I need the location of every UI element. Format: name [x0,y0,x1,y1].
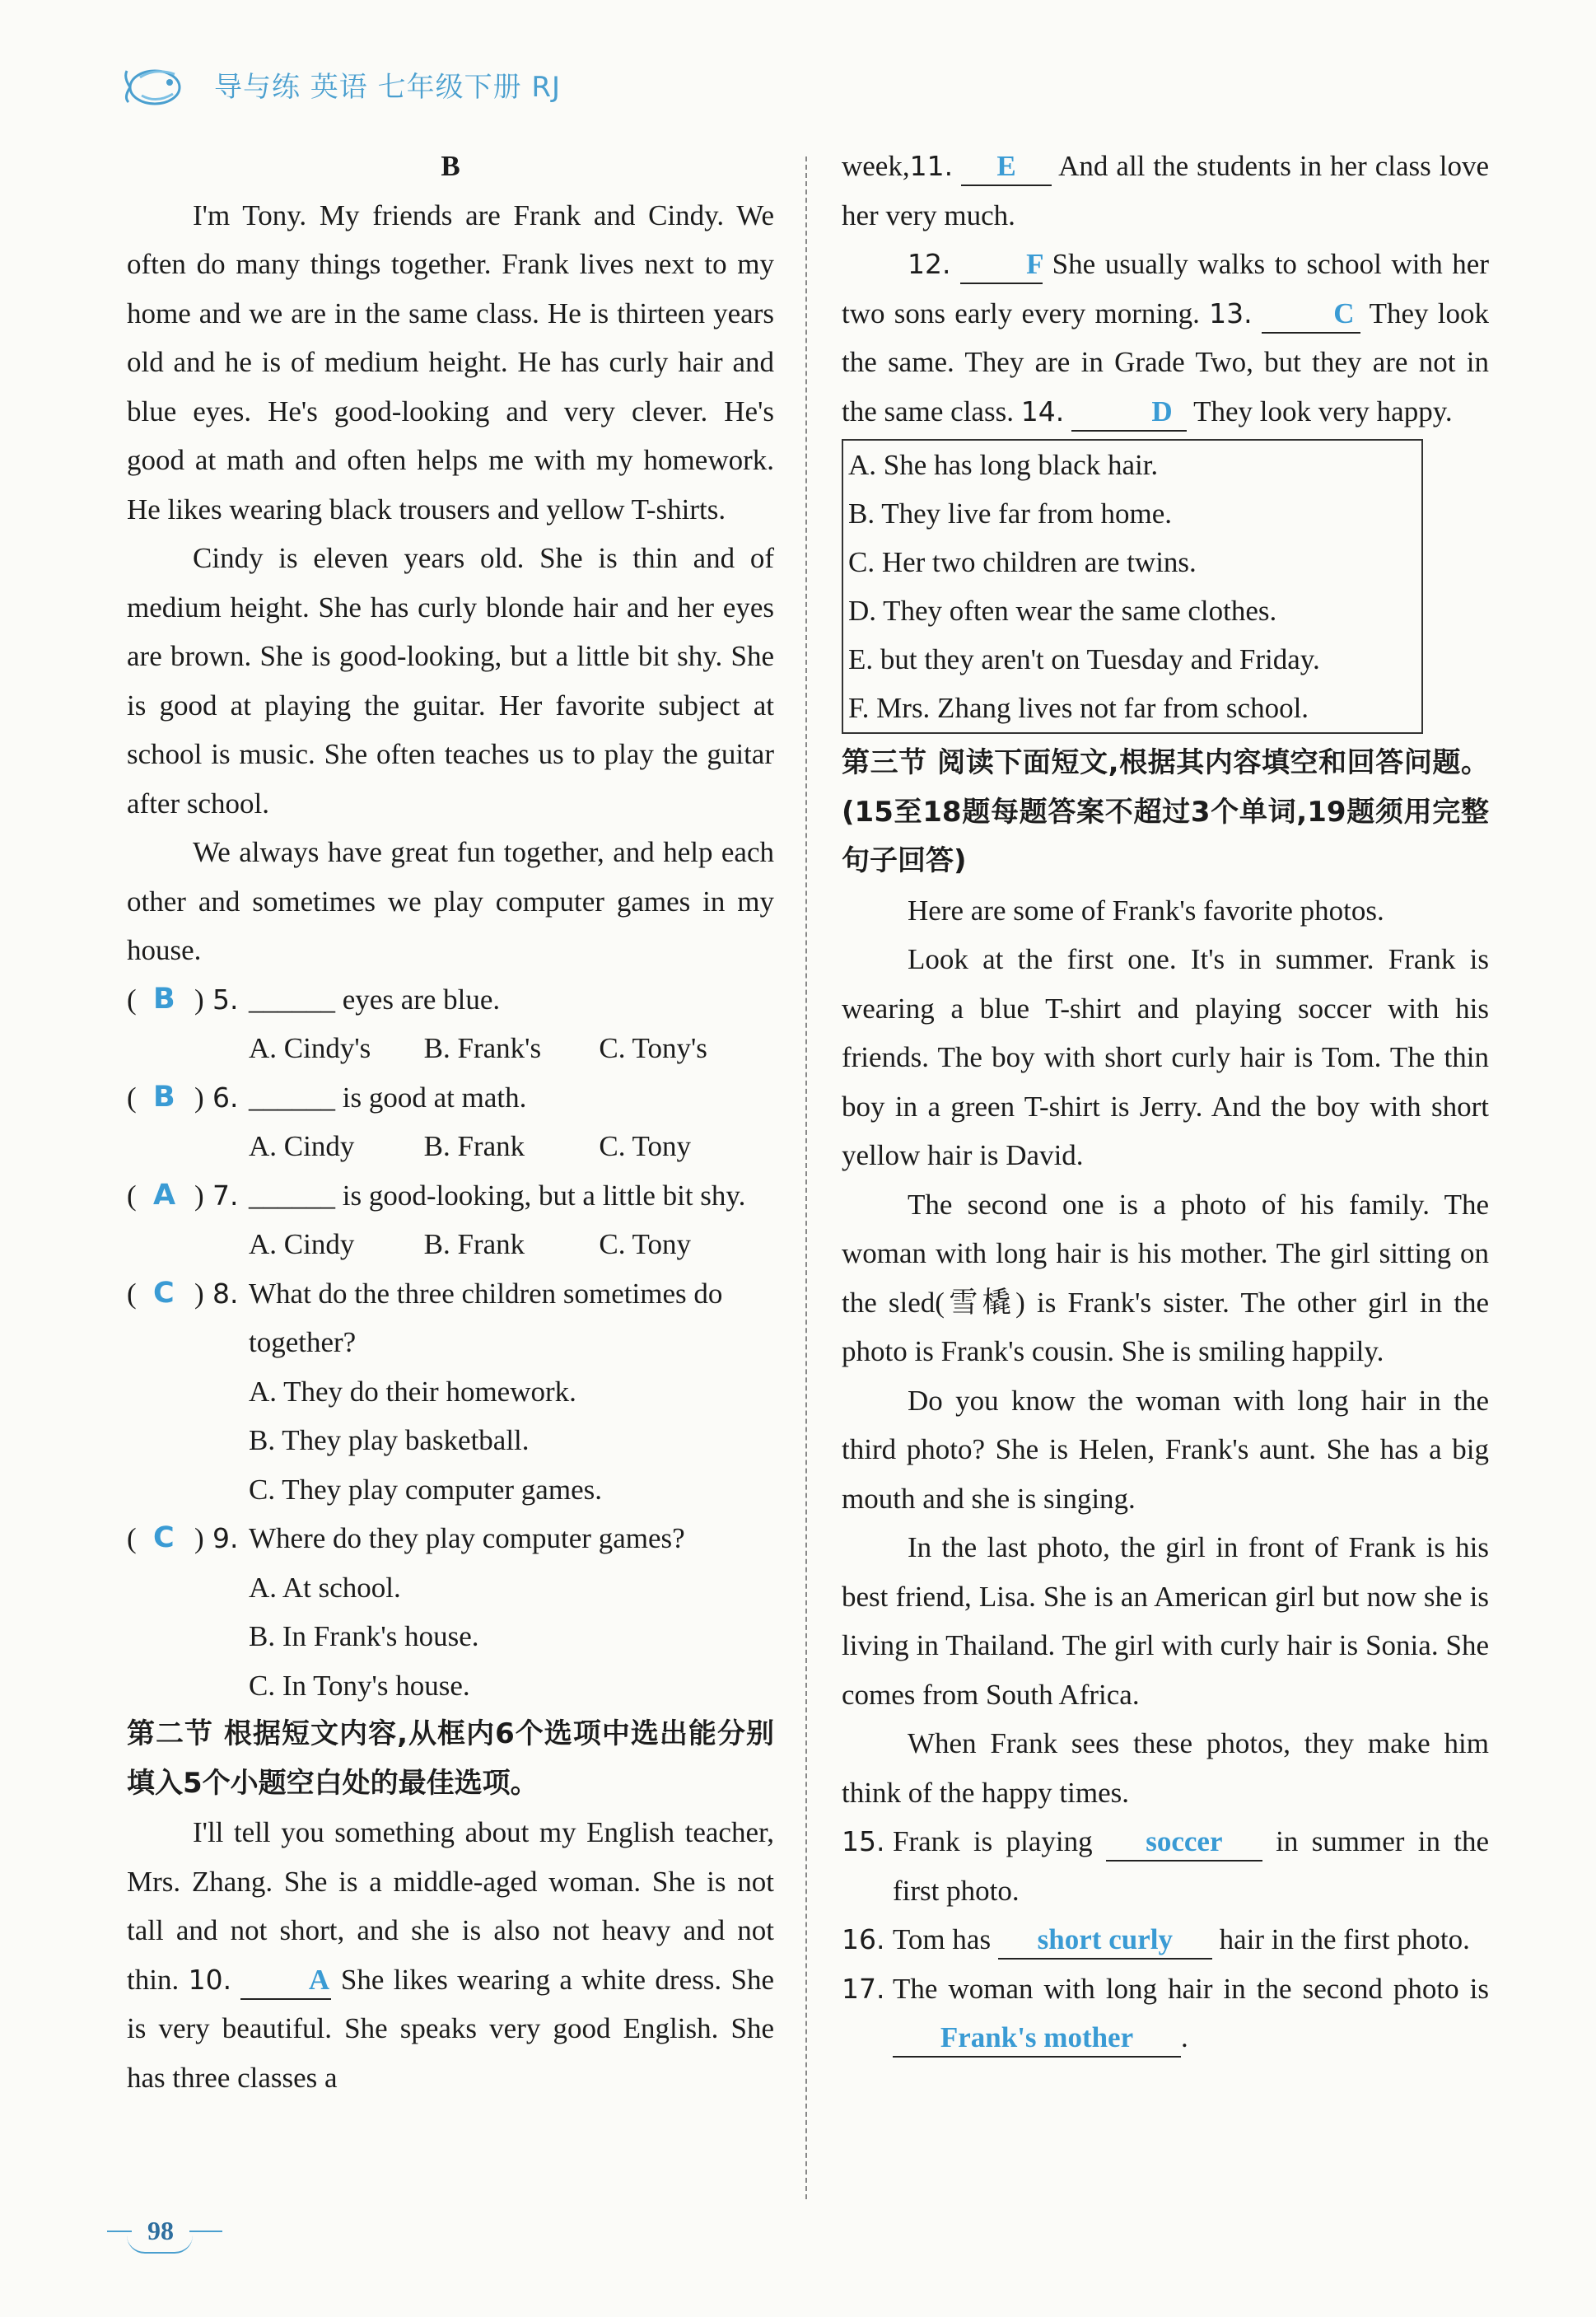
question-8-option: B. They play basketball. [249,1424,530,1456]
question-6-options: A. Cindy B. Frank C. Tony [249,1130,691,1162]
book-title: 导与练 英语 七年级下册 RJ [214,71,562,104]
question-8: ( C ) 8. What do the three children sometimes do together? [127,1269,774,1367]
box-option: D. They often wear the same clothes. [848,595,1277,627]
answer-mark: A [153,1178,176,1212]
answer-mark: C [153,1521,175,1554]
passage-3-paragraph: When Frank sees these photos, they make him think of the happy times. [842,1727,1489,1809]
question-5: ( B ) 5. ______ eyes are blue. [127,975,774,1025]
question-7: ( A ) 7. ______ is good-looking, but a little bit shy. [127,1171,774,1221]
answer-blank-17: Frank's mother [893,2020,1181,2058]
passage-b-paragraph: We always have great fun together, and help each other and sometimes we play computer games in my house. [127,836,774,966]
question-15: 15. Frank is playing soccer in summer in the first photo. [842,1825,1490,1907]
question-8-option: A. They do their homework. [249,1375,576,1408]
box-option: F. Mrs. Zhang lives not far from school. [848,692,1309,724]
box-option: E. but they aren't on Tuesday and Friday. [848,643,1320,675]
box-option: B. They live far from home. [848,498,1172,530]
passage-3-paragraph: Do you know the woman with long hair in the third photo? She is Helen, Frank's aunt. She has a big mouth and she is singing. [842,1384,1489,1515]
question-9: ( C ) 9. Where do they play computer games? [127,1514,774,1563]
passage-2-continued: 12. F She usually walks to school with her two sons early every morning. 13. C They look the same. They are in Grade Two, but they are not in the same class. 14. D They look very happy. [842,240,1489,436]
answer-mark: B [153,1080,175,1114]
box-option: C. Her two children are twins. [848,546,1197,578]
right-column [842,142,1489,2062]
question-8-option: C. They play computer games. [249,1473,602,1506]
answer-blank-16: short curly [998,1922,1212,1960]
passage-2: I'll tell you something about my English teacher, Mrs. Zhang. She is a middle-aged woman. She is not tall and not short, and she is also not heavy and not thin. 10. A She likes wearing a white dress. She is very beautiful. She speaks very good English. She has three classes a [127,1816,774,2094]
section-2-title: 第二节 根据短文内容,从框内6个选项中选出能分别填入5个小题空白处的最佳选项。 [127,1717,774,1800]
options-box [842,439,1423,734]
question-9-option: C. In Tony's house. [249,1669,470,1702]
question-5-options: A. Cindy's B. Frank's C. Tony's [249,1032,707,1064]
question-9-option: A. At school. [249,1571,401,1604]
answer-blank-11: E [961,148,1052,186]
passage-3-paragraph: Look at the first one. It's in summer. Frank is wearing a blue T-shirt and playing soccer with his friends. The boy with short curly hair is Tom. The thin boy in a green T-shirt is Jerry. And the boy with short yellow hair is David. [842,943,1489,1171]
answer-mark: B [153,982,175,1016]
box-option: A. She has long black hair. [848,449,1159,481]
section-letter: B [441,150,460,182]
question-6: ( B ) 6. ______ is good at math. [127,1073,774,1123]
passage-3-paragraph: Here are some of Frank's favorite photos. [908,894,1384,927]
answer-blank-12: F [960,246,1043,284]
column-divider [805,156,807,2199]
question-17: 17. The woman with long hair in the second photo is Frank's mother . [842,1964,1489,2062]
answer-blank-13: C [1262,296,1360,334]
passage-b-paragraph: Cindy is eleven years old. She is thin and of medium height. She has curly blonde hair and her eyes are brown. She is good-looking, but a little bit shy. She is good at playing the guitar. Her favorite subject at school is music. She often teaches us to play the guitar after school. [127,542,774,820]
page-number: 98 [107,2207,222,2257]
page-header [124,53,865,127]
question-9-option: B. In Frank's house. [249,1620,479,1652]
fish-logo-icon [124,59,189,110]
answer-mark: C [153,1276,175,1310]
passage-b-paragraph: I'm Tony. My friends are Frank and Cindy. We often do many things together. Frank lives next to my home and we are in the same class. He is thirteen years old and he is of medium height. He has curly hair and blue eyes. He's good-looking and very clever. He's good at math and often helps me with my homework. He likes wearing black trousers and yellow T-shirts. [127,199,774,526]
left-column [127,142,774,2102]
answer-blank-15: soccer [1106,1824,1262,1862]
answer-blank-14: D [1071,394,1187,432]
answer-blank-10: A [240,1962,331,2000]
question-7-options: A. Cindy B. Frank C. Tony [249,1228,691,1260]
passage-3-paragraph: In the last photo, the girl in front of Frank is his best friend, Lisa. She is an American girl but now she is living in Thailand. The girl with curly hair is Sonia. She comes from South Africa. [842,1531,1489,1711]
passage-3-paragraph: The second one is a photo of his family. The woman with long hair is his mother. The girl sitting on the sled(雪橇) is Frank's sister. The other girl in the photo is Frank's cousin. She is smiling happily. [842,1188,1489,1367]
passage-2-continued: week,11. E And all the students in her class love her very much. [842,150,1490,231]
question-16: 16. Tom has short curly hair in the first photo. [842,1915,1489,1964]
section-3-title: 第三节 阅读下面短文,根据其内容填空和回答问题。(15至18题每题答案不超过3个单词,19题须用完整句子回答) [842,746,1489,877]
